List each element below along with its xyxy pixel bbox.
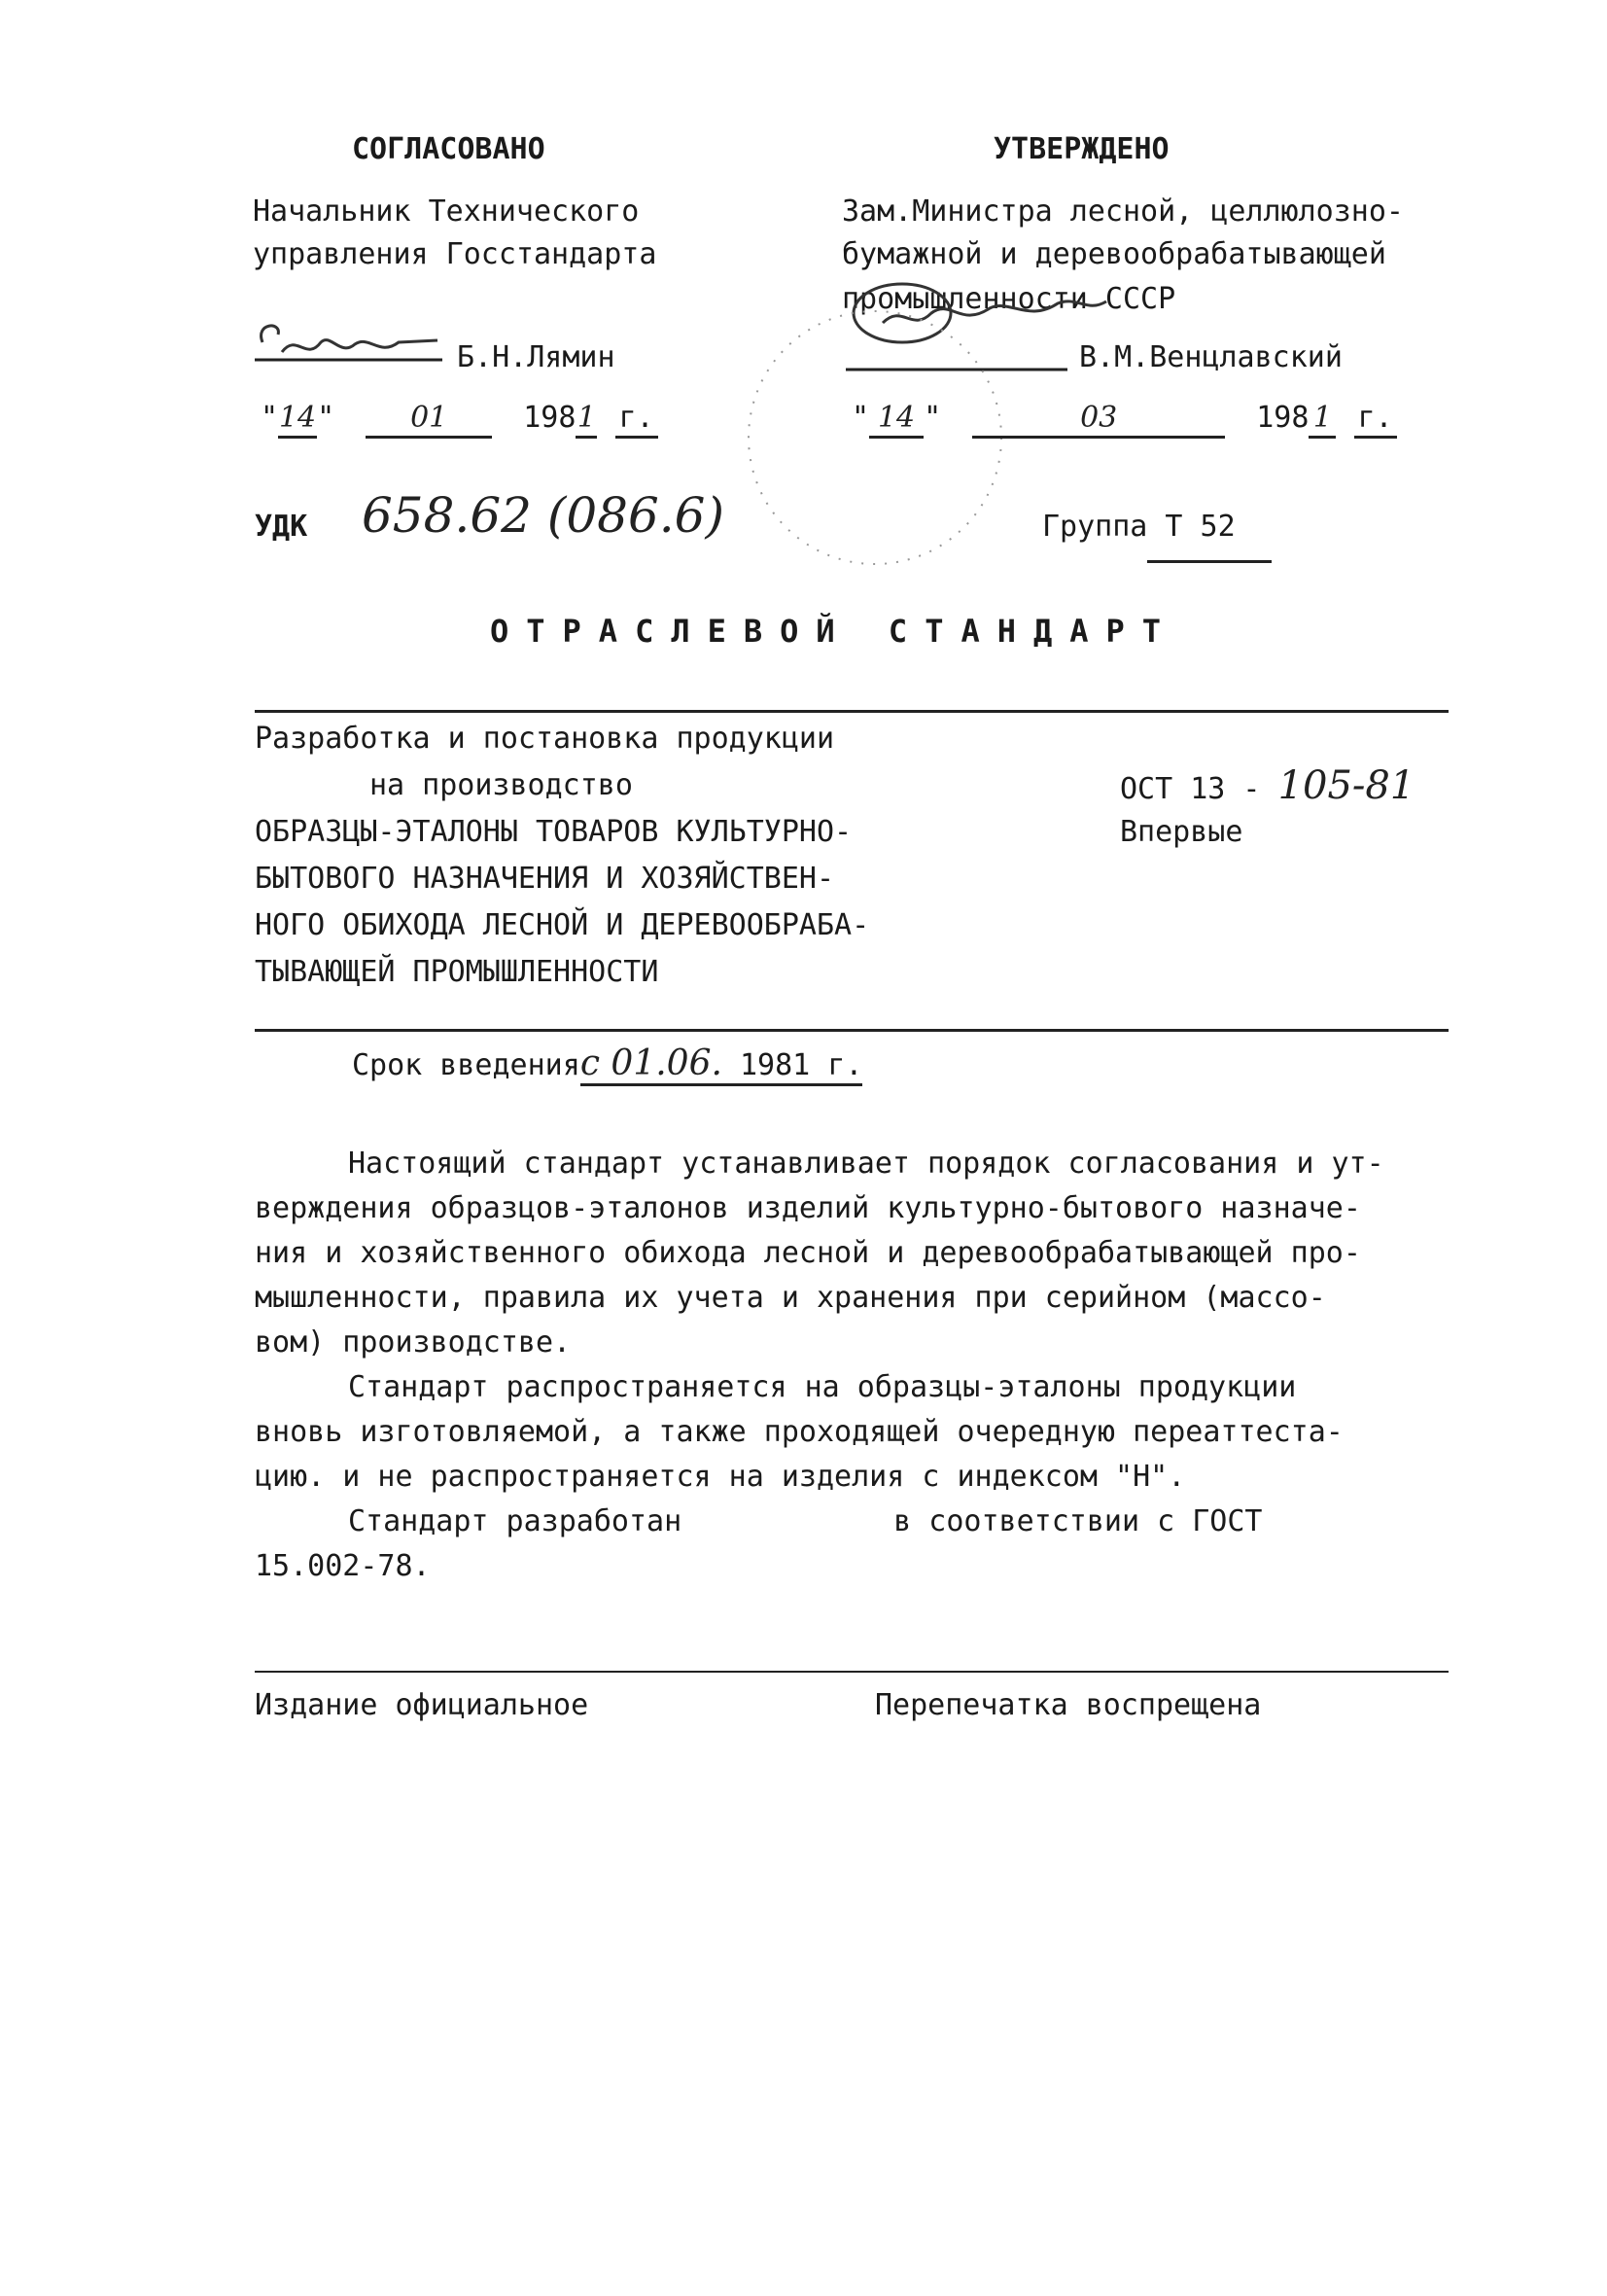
approver-right-title-line3: промышленности СССР [842,282,1176,316]
date-left-day: 14 [278,401,317,439]
paragraph-2-line3: цию. и не распространяется на изделия с индексом "Н". [255,1460,1186,1494]
effective-date-label: Срок введения [352,1048,580,1082]
subject-line2: на производство [369,768,633,802]
footer-official-edition: Издание официальное [255,1688,589,1722]
signature-left [253,313,447,381]
date-right-day: 14 [869,401,924,439]
date-right-suffix: г. [1354,401,1397,439]
date-left-year-prefix: 198 [523,401,576,435]
body-text [255,1142,1460,1589]
date-left-suffix: г. [615,401,658,439]
date-left-year-digit: 1 [576,401,597,439]
divider-bottom [255,1029,1449,1032]
date-left: "14" 01 1981 г. [261,401,658,439]
ost-number [1120,763,1415,808]
approver-left-title-line2: управления Госстандарта [253,237,657,271]
paragraph-2-line2: вновь изготовляемой, а также проходящей очередную переаттеста- [255,1415,1344,1449]
approval-heading-left: СОГЛАСОВАНО [352,132,545,166]
approval-heading-right: УТВЕРЖДЕНО [994,132,1170,166]
effective-date-year: 1981 [739,1048,811,1082]
paragraph-1-line1: Настоящий стандарт устанавливает порядок согласования и ут- [348,1147,1384,1181]
paragraph-1-line2: верждения образцов-эталонов изделий культурно-бытового назначе- [255,1191,1361,1225]
subject-line4: БЫТОВОГО НАЗНАЧЕНИЯ И ХОЗЯЙСТВЕН- [255,862,835,896]
subject-line5: НОГО ОБИХОДА ЛЕСНОЙ И ДЕРЕВООБРАБА- [255,908,870,942]
group-underline [1147,560,1272,563]
first-time-label: Впервые [1120,815,1243,849]
paragraph-3-part-b: в соответствии с ГОСТ [893,1504,1263,1538]
udk-label: УДК [255,510,308,544]
subject-line1: Разработка и постановка продукции [255,722,835,756]
paragraph-3-part-a: Стандарт разработан [348,1504,682,1538]
approver-left-title-line1: Начальник Технического [253,194,640,229]
document-title: ОТРАСЛЕВОЙ СТАНДАРТ [490,613,1179,650]
subject-line3: ОБРАЗЦЫ-ЭТАЛОНЫ ТОВАРОВ КУЛЬТУРНО- [255,815,853,849]
divider-top [255,710,1449,713]
footer-reprint-prohibited: Перепечатка воспрещена [875,1688,1262,1722]
effective-date [352,1043,863,1086]
paragraph-1-line4: мышленности, правила их учета и хранения при серийном (массо- [255,1281,1326,1315]
paragraph-1-line5: вом) производстве. [255,1325,572,1360]
subject-line6: ТЫВАЮЩЕЙ ПРОМЫШЛЕННОСТИ [255,955,659,989]
approver-left-name: Б.Н.Лямин [457,340,615,374]
paragraph-1-line3: ния и хозяйственного обихода лесной и деревообрабатывающей про- [255,1236,1361,1270]
footer-divider [255,1671,1449,1673]
date-right: " 14 " 03 198 1 г. [852,401,1397,439]
approver-right-name: В.М.Венцлавский [1079,340,1343,374]
paragraph-3-line2: 15.002-78. [255,1549,431,1583]
date-left-month: 01 [366,401,492,439]
paragraph-2-line1: Стандарт распространяется на образцы-эталоны продукции [348,1370,1297,1404]
date-right-month: 03 [972,401,1225,439]
ost-handwritten-number: 105-81 [1277,763,1415,808]
group-code: Группа Т 52 [1042,510,1236,544]
ost-prefix: ОСТ 13 - [1120,772,1261,806]
date-right-year-digit: 1 [1309,401,1336,439]
approver-right-title-line1: Зам.Министра лесной, целлюлозно- [842,194,1404,229]
udk-value: 658.62 (086.6) [362,487,724,544]
date-right-year-prefix: 198 [1256,401,1310,435]
effective-date-suffix: г. [827,1048,863,1082]
paragraph-3-line1 [255,1500,1460,1544]
approver-right-title-line2: бумажной и деревообрабатывающей [842,237,1386,271]
effective-date-handwritten: с 01.06. [579,1043,722,1083]
